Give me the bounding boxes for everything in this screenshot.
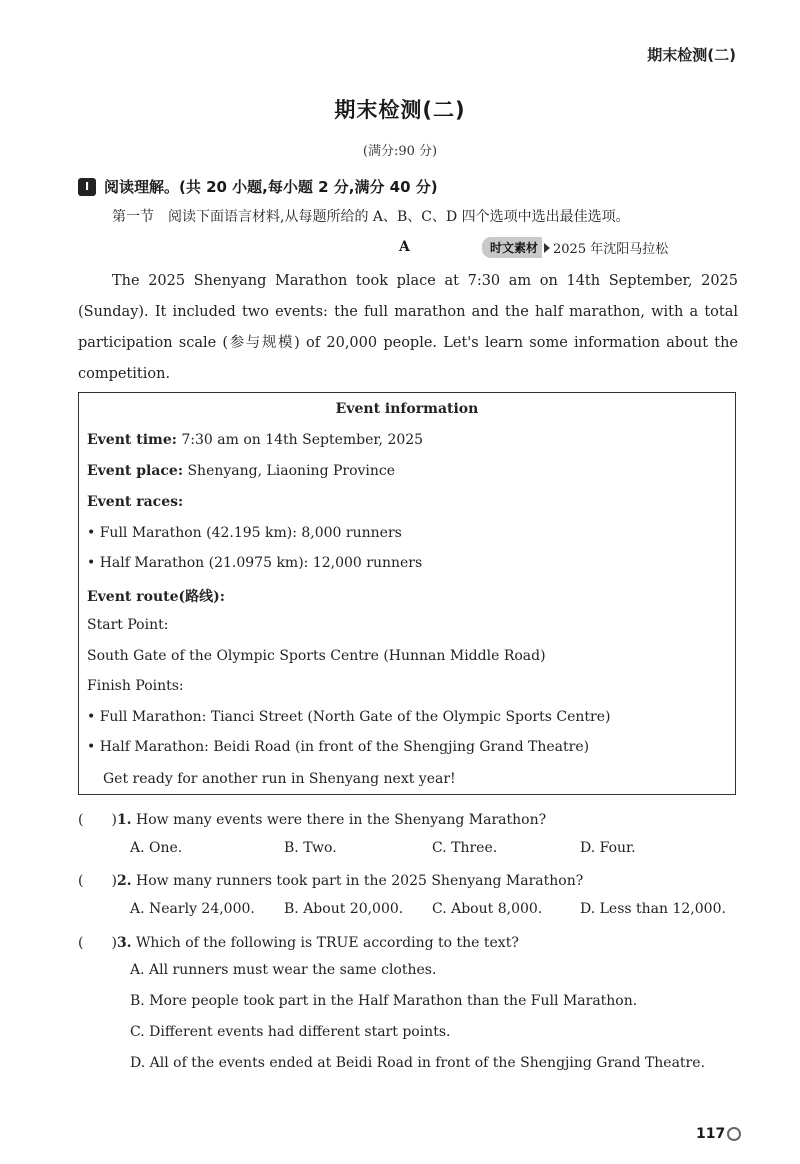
event-info-box bbox=[78, 392, 736, 795]
finish-full: • Full Marathon: Tianci Street (North Gate of the Olympic Sports Centre) bbox=[87, 709, 611, 725]
option-a: A. One. bbox=[130, 840, 183, 856]
section-heading-text: 阅读理解。(共 20 小题,每小题 2 分,满分 40 分) bbox=[104, 178, 438, 196]
answer-blank[interactable]: ( ) bbox=[78, 812, 117, 828]
answer-blank[interactable]: ( ) bbox=[78, 873, 117, 889]
passage-letter: A bbox=[399, 239, 410, 255]
option-a: A. Nearly 24,000. bbox=[130, 901, 255, 917]
question-text: How many events were there in the Shenyang Marathon? bbox=[131, 812, 547, 828]
race-full: • Full Marathon (42.195 km): 8,000 runners bbox=[87, 525, 402, 541]
option-c: C. About 8,000. bbox=[432, 901, 543, 917]
option-a: A. All runners must wear the same clothes. bbox=[130, 962, 437, 978]
question-number: 3. bbox=[116, 935, 132, 951]
section-number-badge: Ⅰ bbox=[78, 178, 96, 196]
page-title: 期末检测(二) bbox=[334, 98, 466, 122]
question-number: 2. bbox=[116, 873, 132, 889]
gear-icon bbox=[727, 1127, 741, 1141]
event-time-label: Event time: bbox=[87, 432, 177, 448]
topic-tag bbox=[482, 237, 668, 258]
event-closing: Get ready for another run in Shenyang next year! bbox=[103, 771, 456, 787]
start-point-value: South Gate of the Olympic Sports Centre (Hunnan Middle Road) bbox=[87, 648, 546, 664]
event-place-label: Event place: bbox=[87, 463, 184, 479]
topic-tag-text: 2025 年沈阳马拉松 bbox=[553, 242, 669, 257]
start-point-label: Start Point: bbox=[87, 617, 169, 633]
event-place-value: Shenyang, Liaoning Province bbox=[183, 463, 396, 479]
option-b: B. Two. bbox=[284, 840, 337, 856]
event-route-label: Event route(路线): bbox=[87, 589, 225, 605]
option-c: C. Different events had different start points. bbox=[130, 1024, 451, 1040]
page-number bbox=[696, 1126, 741, 1142]
running-header: 期末检测(二) bbox=[647, 46, 736, 64]
section-heading bbox=[78, 176, 438, 197]
passage-intro: The 2025 Shenyang Marathon took place at 7:30 am on 14th September, 2025 (Sunday). It included two events: the full marathon and the half marathon, with a total participation scale (参与规模) of 20,000 people. Let's learn some information about the competition. bbox=[78, 273, 738, 382]
event-time-value: 7:30 am on 14th September, 2025 bbox=[176, 432, 424, 448]
question-text: How many runners took part in the 2025 Shenyang Marathon? bbox=[131, 873, 584, 889]
section-instruction: 第一节 阅读下面语言材料,从每题所给的 A、B、C、D 四个选项中选出最佳选项。 bbox=[112, 209, 630, 225]
race-half: • Half Marathon (21.0975 km): 12,000 runners bbox=[87, 555, 423, 571]
question-1 bbox=[78, 809, 546, 829]
option-d: D. Less than 12,000. bbox=[580, 901, 726, 917]
answer-blank[interactable]: ( ) bbox=[78, 935, 117, 951]
event-place bbox=[87, 463, 395, 479]
option-d: D. All of the events ended at Beidi Road in front of the Shengjing Grand Theatre. bbox=[130, 1055, 705, 1071]
event-time bbox=[87, 432, 423, 448]
question-number: 1. bbox=[116, 812, 132, 828]
topic-tag-label: 时文素材 bbox=[482, 237, 542, 258]
question-2 bbox=[78, 870, 583, 890]
finish-half: • Half Marathon: Beidi Road (in front of the Shengjing Grand Theatre) bbox=[87, 739, 590, 755]
option-b: B. About 20,000. bbox=[284, 901, 404, 917]
event-races-label: Event races: bbox=[87, 494, 184, 510]
question-3 bbox=[78, 932, 519, 952]
page-number-text: 117 bbox=[696, 1126, 726, 1142]
question-text: Which of the following is TRUE according to the text? bbox=[131, 935, 519, 951]
triangle-right-icon bbox=[544, 243, 550, 253]
full-score-note: (满分:90 分) bbox=[362, 144, 438, 159]
option-d: D. Four. bbox=[580, 840, 636, 856]
option-c: C. Three. bbox=[432, 840, 498, 856]
event-box-title: Event information bbox=[335, 401, 479, 417]
option-b: B. More people took part in the Half Marathon than the Full Marathon. bbox=[130, 993, 638, 1009]
finish-points-label: Finish Points: bbox=[87, 678, 184, 694]
